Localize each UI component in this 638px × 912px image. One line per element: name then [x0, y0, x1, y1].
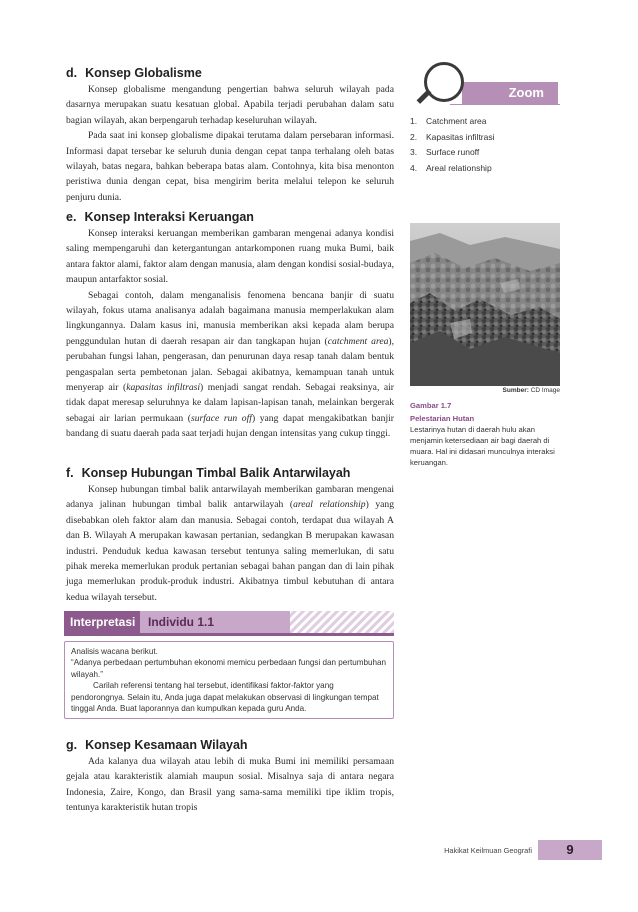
zoom-list	[410, 114, 495, 176]
forest-image	[410, 223, 560, 386]
text-run: ) yang dapat mengakibatkan banjir bandang di suatu daerah pada saat terjadi hujan dengan intensitas yang cukup tinggi.	[66, 412, 394, 440]
interpretasi-divider	[64, 633, 394, 636]
zoom-item-number: 2.	[410, 131, 418, 142]
zoom-item	[410, 114, 495, 130]
paragraph: Konsep interaksi keruangan memberikan gambaran mengenai adanya kondisi saling mempengaruhi dan ketergantungan antarkomponen ruang muka Bumi, baik antara faktor alami, faktor alam dengan manusia, alam dengan kondisi sosial-budaya, maupun antarfaktor sosial.	[66, 228, 394, 286]
figure-title: Pelestarian Hutan	[410, 414, 475, 423]
paragraph	[66, 288, 394, 442]
section-letter: d.	[66, 66, 78, 80]
section-title: Konsep Globalisme	[85, 66, 202, 80]
forest-photo	[410, 223, 560, 386]
zoom-item-number: 4.	[410, 162, 418, 173]
text-run: Konsep hubungan timbal balik antarwilayah memberikan gambaran mengenai adanya jalinan hubungan timbal balik antarwilayah (	[66, 484, 394, 511]
term-surface-run-off: surface run off	[191, 412, 252, 424]
section-letter: g.	[66, 738, 78, 752]
figure-caption	[410, 400, 560, 468]
figure-caption-text: Lestarinya hutan di daerah hulu akan menjamin ketersediaan air bagi daerah di muara. Hal ini didasari munculnya interaksi keruangan.	[410, 425, 555, 467]
section-title: Konsep Hubungan Timbal Balik Antarwilayah	[81, 466, 351, 480]
text-run: Sebagai contoh, dalam menganalisis fenomena bencana banjir di suatu wilayah, fokus utama analisanya adalah bagaimana manusia memperlakukan alam lingkungannya. Dalam kasus ini, manusia memberikan aksi kepada alam berupa penggundulan hutan di daerah resapan air dan tangkapan hujan (	[66, 289, 394, 347]
interpretasi-header	[64, 611, 394, 633]
paragraph	[66, 482, 394, 605]
zoom-underline	[450, 104, 560, 105]
zoom-item	[410, 161, 495, 177]
section-g-heading	[66, 738, 248, 752]
source-label: Sumber:	[502, 387, 529, 394]
zoom-item-text: Surface runoff	[426, 147, 480, 157]
interpretasi-label: Interpretasi	[64, 611, 140, 633]
individu-label: Individu 1.1	[140, 611, 290, 633]
source-value: CD Image	[528, 387, 560, 394]
interpretasi-body	[64, 641, 394, 719]
interpretasi-line: Analisis wacana berikut.	[71, 647, 158, 656]
interpretasi-instruction: Carilah referensi tentang hal tersebut, identifikasi faktor-faktor yang pendorongnya. Selain itu, Anda juga dapat melakukan observasi di lingkungan tempat tinggal Anda. Buat laporannya dan kumpulkan kepada guru Anda.	[71, 681, 379, 714]
page-number: 9	[566, 842, 574, 857]
text-run: ) yang disebabkan oleh faktor alam dan manusia. Sebagai contoh, terdapat dua wilayah A dan B. Wilayah A merupakan kawasan pertanian, sedangkan B merupakan kawasan industri. Penduduk kedua kawasan tersebut tentunya saling memerlukan, di satu pihak mereka memerlukan produk pertanian sebagai bahan pangan dan di lain pihak juga memerlukan produk-produk industri. Akibatnya timbul kebutuhan di antara kedua wilayah tersebut.	[66, 499, 394, 603]
text-run: ), perubahan fungsi lahan, pengerasan, dan penurunan daya resap tanah dalam bentuk pengaspalan serta pembetonan jalan. Sebagai akibatnya, kemampuan tanah untuk menyerap air (	[66, 335, 394, 394]
term-kapasitas-infiltrasi: kapasitas infiltrasi	[126, 382, 201, 394]
section-e-heading	[66, 210, 254, 224]
term-catchment-area: catchment area	[327, 335, 389, 347]
paragraph: Konsep globalisme mengandung pengertian bahwa seluruh wilayah pada dasarnya merupakan suatu kesatuan global. Apabila terjadi perubahan dalam satu bagian wilayah, akan berpengaruh terhadap keseluruhan wilayah.	[66, 84, 394, 126]
section-f-heading	[66, 466, 350, 480]
figure-source	[410, 387, 560, 394]
section-title: Konsep Interaksi Keruangan	[84, 210, 254, 224]
zoom-item-text: Kapasitas infiltrasi	[426, 131, 495, 142]
paragraph: Ada kalanya dua wilayah atau lebih di muka Bumi ini memiliki persamaan gejala atau karakteristik alamiah maupun sosial. Misalnya saja di antara negara Indonesia, Zaire, Kongo, dan Brasil yang sama-sama memiliki tipe iklim tropis, tentunya karakteristik hutan tropis	[66, 756, 394, 814]
section-d-heading	[66, 66, 202, 80]
magnifier-icon	[424, 62, 464, 102]
section-letter: f.	[66, 466, 74, 480]
zoom-item-number: 3.	[410, 147, 418, 157]
zoom-item-text: Areal relationship	[426, 162, 492, 173]
term-areal-relationship: areal relationship	[293, 499, 366, 511]
zoom-box	[410, 62, 560, 180]
section-title: Konsep Kesamaan Wilayah	[85, 738, 248, 752]
section-g-body	[66, 754, 394, 816]
zoom-item-number: 1.	[410, 116, 418, 126]
footer-book-title: Hakikat Keilmuan Geografi	[444, 846, 532, 855]
paragraph: Pada saat ini konsep globalisme dipakai terutama dalam persebaran informasi. Informasi dapat tersebar ke seluruh dunia dengan cepat tanpa terhalang oleh batas wilayah, batas negara, bahkan beberapa batas alam. Contohnya, kita bisa menonton peristiwa dunia dengan cepat, bisa mengirim berita melalui telepon ke seluruh penjuru dunia.	[66, 130, 394, 203]
figure-label: Gambar 1.7	[410, 401, 452, 410]
zoom-item-text: Catchment area	[426, 116, 487, 126]
decorative-stripes	[290, 611, 394, 633]
magnifier-handle-icon	[417, 89, 432, 104]
zoom-title: Zoom	[462, 82, 558, 104]
zoom-item	[410, 145, 495, 161]
section-letter: e.	[66, 210, 77, 224]
section-e-body	[66, 226, 394, 442]
zoom-item	[410, 130, 495, 146]
section-f-body	[66, 482, 394, 605]
interpretasi-quote: “Adanya perbedaan pertumbuhan ekonomi memicu perbedaan fungsi dan pertumbuhan wilayah.”	[71, 658, 386, 679]
text-run: ) menjadi sangat rendah. Sebagai reaksinya, air tidak dapat meresap seluruhnya ke dalam lapisan-lapisan tanah, melainkan bergerak sebagai air larian permukaan (	[66, 382, 394, 424]
section-d-body	[66, 82, 394, 205]
